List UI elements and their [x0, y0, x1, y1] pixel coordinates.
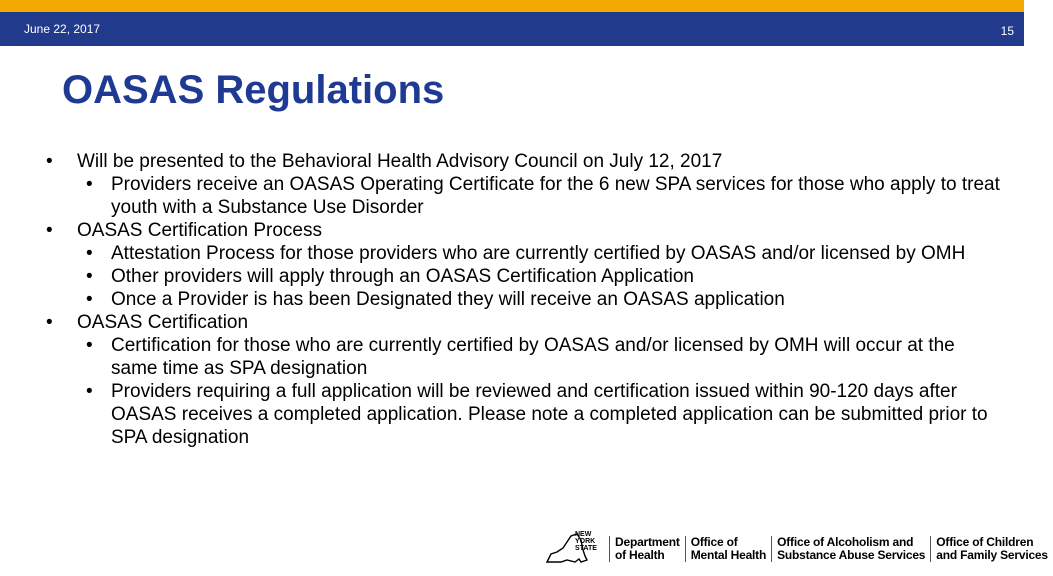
agency-ocfs [930, 536, 1053, 562]
sub-bullet-item [40, 242, 1000, 265]
bullet-marker: • [86, 174, 93, 195]
top-accent-stripe [0, 0, 1024, 12]
bullet-marker: • [46, 220, 53, 241]
state-line: YORK [575, 537, 596, 545]
header-date: June 22, 2017 [24, 22, 101, 36]
state-line: NEW [575, 530, 592, 538]
agency-line: Office of Children [936, 535, 1034, 549]
bullet-item [40, 150, 1000, 173]
bullet-text: Other providers will apply through an OASAS Certification Application [111, 266, 694, 287]
page-number: 15 [1000, 24, 1014, 38]
bullet-text: Providers requiring a full application will be reviewed and certification issued within 90-120 days after OASAS receives a completed application. Please note a completed application can be submitted prior to SPA designation [111, 381, 988, 448]
footer-agency-logos [545, 528, 1053, 570]
agency-line: Office of [690, 535, 738, 549]
bullet-list [40, 150, 1000, 449]
agency-line: Department [615, 535, 680, 549]
sub-bullet-item [40, 288, 1000, 311]
bullet-marker: • [86, 266, 93, 287]
agency-department-of-health [609, 536, 685, 562]
bullet-text: OASAS Certification [77, 312, 249, 333]
sub-bullet-item [40, 265, 1000, 288]
bullet-marker: • [46, 151, 53, 172]
bullet-marker: • [86, 381, 93, 402]
bullet-text: Will be presented to the Behavioral Health Advisory Council on July 12, 2017 [77, 151, 723, 172]
bullet-text: Attestation Process for those providers who are currently certified by OASAS and/or licensed by OMH [111, 243, 966, 264]
agency-line: of Health [615, 548, 665, 562]
header-bar [0, 12, 1024, 46]
bullet-item [40, 219, 1000, 242]
agency-line: Office of Alcoholism and [777, 535, 914, 549]
bullet-text: Providers receive an OASAS Operating Certificate for the 6 new SPA services for those who apply to treat youth with a Substance Use Disorder [111, 174, 1000, 218]
agency-line: and Family Services [936, 548, 1048, 562]
bullet-text: Certification for those who are currently certified by OASAS and/or licensed by OMH will occur at the same time as SPA designation [111, 335, 955, 379]
bullet-marker: • [86, 289, 93, 310]
bullet-marker: • [86, 335, 93, 356]
nys-logo [545, 532, 605, 566]
sub-bullet-item [40, 380, 1000, 449]
nys-wordmark [575, 531, 605, 552]
agency-office-of-mental-health [685, 536, 771, 562]
slide-title: OASAS Regulations [62, 68, 445, 112]
bullet-marker: • [86, 243, 93, 264]
bullet-marker: • [46, 312, 53, 333]
bullet-item [40, 311, 1000, 334]
agency-line: Substance Abuse Services [777, 548, 926, 562]
bullet-text: OASAS Certification Process [77, 220, 322, 241]
bullet-text: Once a Provider is has been Designated they will receive an OASAS application [111, 289, 785, 310]
state-line: STATE [575, 544, 597, 552]
sub-bullet-item [40, 334, 1000, 380]
sub-bullet-item [40, 173, 1000, 219]
agency-line: Mental Health [690, 548, 767, 562]
agency-oasas [771, 536, 930, 562]
